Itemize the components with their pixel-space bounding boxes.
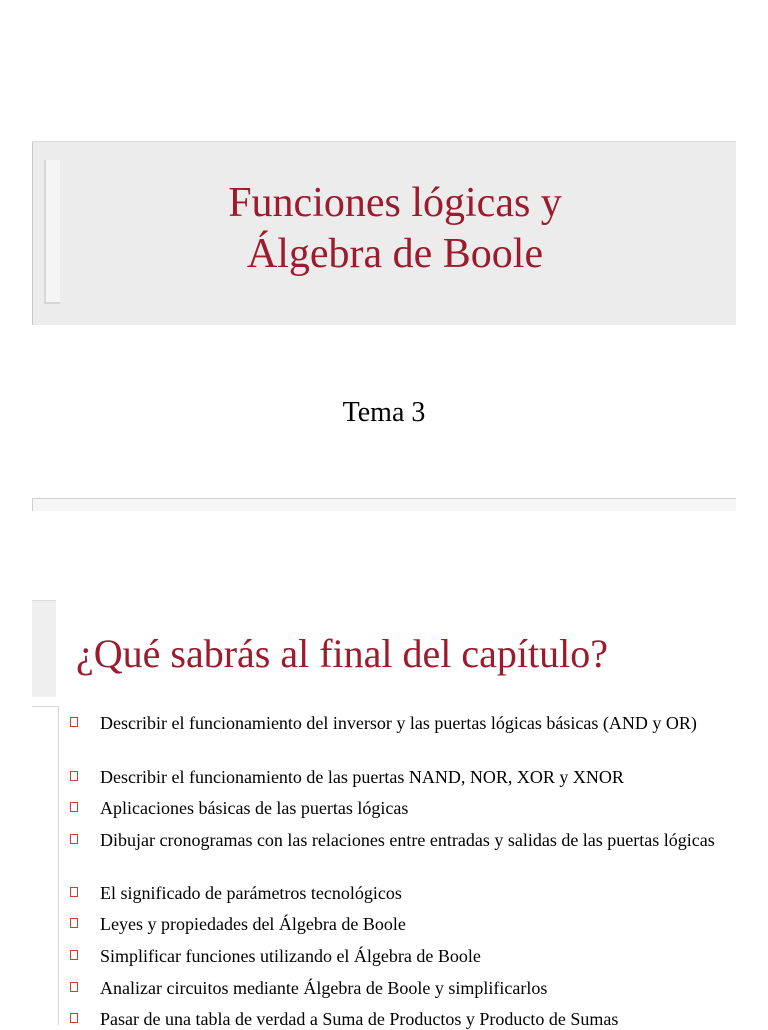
list-item-text: Describir el funcionamiento de las puertas NAND, NOR, XOR y XNOR bbox=[100, 767, 624, 787]
square-bullet-icon bbox=[70, 771, 78, 781]
list-item-text: Describir el funcionamiento del inversor y las puertas lógicas básicas (AND y OR) bbox=[100, 713, 697, 733]
list-item-text: Dibujar cronogramas con las relaciones entre entradas y salidas de las puertas lógicas bbox=[100, 830, 715, 850]
square-bullet-icon bbox=[70, 802, 78, 812]
list-item-text: Aplicaciones básicas de las puertas lógicas bbox=[100, 798, 409, 818]
square-bullet-icon bbox=[70, 918, 78, 928]
square-bullet-icon bbox=[70, 717, 78, 727]
list-item-text: Analizar circuitos mediante Álgebra de Boole y simplificarlos bbox=[100, 978, 548, 998]
list-item-text: Leyes y propiedades del Álgebra de Boole bbox=[100, 914, 406, 934]
square-bullet-icon bbox=[70, 950, 78, 960]
square-bullet-icon bbox=[70, 982, 78, 992]
square-bullet-icon bbox=[70, 887, 78, 897]
square-bullet-icon bbox=[70, 834, 78, 844]
slide-title-line-2: Álgebra de Boole bbox=[246, 231, 544, 277]
list-item-text: Simplificar funciones utilizando el Álgebra de Boole bbox=[100, 946, 481, 966]
square-bullet-icon bbox=[70, 1013, 78, 1023]
list-item-text: El significado de parámetros tecnológicos bbox=[100, 883, 402, 903]
objectives-title: ¿Qué sabrás al final del capítulo? bbox=[76, 631, 608, 676]
slide-subtitle: Tema 3 bbox=[342, 397, 426, 428]
list-item-text: Pasar de una tabla de verdad a Suma de Productos y Producto de Sumas bbox=[100, 1009, 619, 1029]
slide-title-line-1: Funciones lógicas y bbox=[228, 180, 562, 226]
